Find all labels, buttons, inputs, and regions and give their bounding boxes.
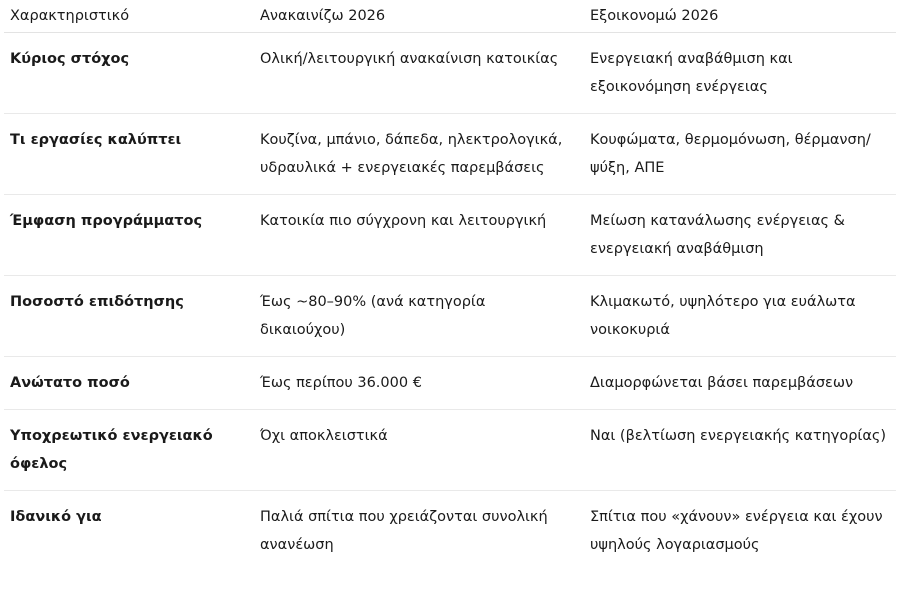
cell-anakainizo: Έως ~80–90% (ανά κατηγορία δικαιούχου) — [254, 276, 580, 357]
comparison-table — [4, 0, 896, 571]
table-row — [4, 195, 896, 276]
table-row — [4, 357, 896, 410]
cell-exoikonomo: Κουφώματα, θερμομόνωση, θέρμανση/ψύξη, ΑΠΕ — [580, 114, 896, 195]
cell-exoikonomo: Μείωση κατανάλωσης ενέργειας & ενεργειακή αναβάθμιση — [580, 195, 896, 276]
cell-anakainizo: Όχι αποκλειστικά — [254, 410, 580, 491]
cell-exoikonomo: Σπίτια που «χάνουν» ενέργεια και έχουν υψηλούς λογαριασμούς — [590, 509, 883, 553]
cell-anakainizo: Ολική/λειτουργική ανακαίνιση κατοικίας — [254, 33, 580, 114]
cell-exoikonomo: Κλιμακωτό, υψηλότερο για ευάλωτα νοικοκυριά — [580, 276, 896, 357]
table-row — [4, 33, 896, 114]
table-row — [4, 410, 896, 491]
column-header-anakainizo: Ανακαινίζω 2026 — [254, 0, 580, 33]
cell-exoikonomo: Διαμορφώνεται βάσει παρεμβάσεων — [580, 357, 896, 410]
table-header-row — [4, 0, 896, 33]
column-header-feature: Χαρακτηριστικό — [4, 0, 254, 33]
row-label: Ανώτατο ποσό — [4, 357, 254, 410]
column-header-exoikonomo: Εξοικονομώ 2026 — [580, 0, 896, 33]
cell-anakainizo: Κουζίνα, μπάνιο, δάπεδα, ηλεκτρολογικά, υδραυλικά + ενεργειακές παρεμβάσεις — [254, 114, 580, 195]
table-row — [4, 491, 896, 572]
row-label: Υποχρεωτικό ενεργειακό όφελος — [4, 410, 254, 491]
table-row — [4, 114, 896, 195]
cell-exoikonomo: Ενεργειακή αναβάθμιση και εξοικονόμηση ενέργειας — [580, 33, 896, 114]
cell-anakainizo: Κατοικία πιο σύγχρονη και λειτουργική — [254, 195, 580, 276]
cell-exoikonomo: Ναι (βελτίωση ενεργειακής κατηγορίας) — [580, 410, 896, 491]
cell-anakainizo: Παλιά σπίτια που χρειάζονται συνολική ανανέωση — [260, 509, 548, 553]
row-label: Ιδανικό για — [10, 509, 102, 525]
row-label: Ποσοστό επιδότησης — [4, 276, 254, 357]
cell-anakainizo: Έως περίπου 36.000 € — [254, 357, 580, 410]
table-row — [4, 276, 896, 357]
row-label: Έμφαση προγράμματος — [4, 195, 254, 276]
row-label: Τι εργασίες καλύπτει — [4, 114, 254, 195]
row-label: Κύριος στόχος — [4, 33, 254, 114]
